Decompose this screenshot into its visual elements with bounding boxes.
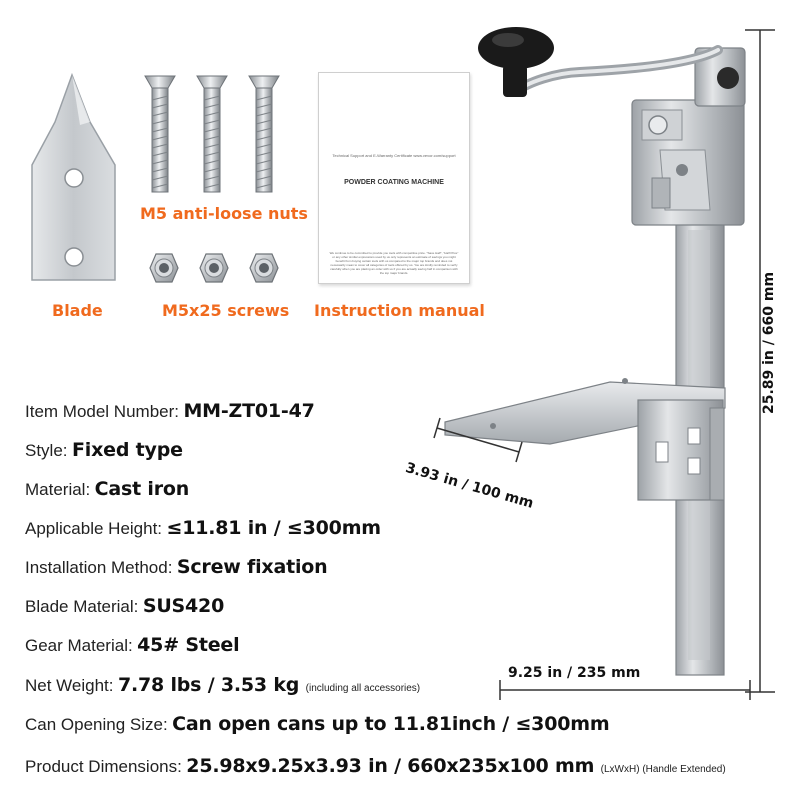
spec-product-dimensions — [25, 757, 726, 776]
spec-value: Can open cans up to 11.81inch / ≤300mm — [172, 713, 610, 735]
spec-gear-material — [25, 636, 239, 655]
width-dimension: 9.25 in / 235 mm — [508, 665, 641, 681]
spec-value: Fixed type — [71, 439, 183, 461]
spec-material — [25, 480, 189, 499]
spec-can-opening-size — [25, 715, 609, 734]
spec-style — [25, 441, 183, 460]
spec-key: Gear Material: — [25, 636, 133, 655]
spec-key: Material: — [25, 480, 91, 499]
spec-key: Style: — [25, 441, 68, 460]
spec-blade-material — [25, 597, 224, 616]
spec-key: Blade Material: — [25, 597, 139, 616]
spec-value: ≤11.81 in / ≤300mm — [166, 517, 381, 539]
manual-title: POWDER COATING MACHINE — [344, 179, 444, 186]
spec-value: SUS420 — [142, 595, 225, 617]
spec-value: 25.98x9.25x3.93 in / 660x235x100 mm — [186, 755, 595, 777]
spec-value: Screw fixation — [176, 556, 328, 578]
spec-note: (including all accessories) — [305, 683, 421, 694]
depth-dimension: 3.93 in / 100 mm — [403, 460, 536, 512]
spec-value: MM-ZT01-47 — [183, 400, 315, 422]
spec-key: Product Dimensions: — [25, 757, 182, 776]
spec-value: 7.78 lbs / 3.53 kg — [117, 674, 300, 696]
manual-body-text: We continue to be committed to provide you tools with competitive price. "Save Half", "Half Price" or any other similar expressions used by us only represents an estimate of savings you might benefit from buying certain tools with us compared to the major top brands and does not necessarily mean to cover all categories of tools offered by us. You are kindly reminded to verify carefully when you are placing an order with us if you are actually saving half in comparison with the top major brands. — [329, 251, 459, 275]
spec-applicable-height — [25, 519, 381, 538]
manual-label: Instruction manual — [314, 301, 485, 320]
spec-value: 45# Steel — [137, 634, 240, 656]
spec-installation-method — [25, 558, 327, 577]
spec-key: Item Model Number: — [25, 402, 179, 421]
nuts-label: M5 anti-loose nuts — [140, 204, 308, 223]
spec-key: Can Opening Size: — [25, 715, 168, 734]
spec-model-number — [25, 402, 315, 421]
spec-key: Installation Method: — [25, 558, 173, 577]
screws-label: M5x25 screws — [162, 301, 290, 320]
spec-key: Net Weight: — [25, 676, 114, 695]
spec-value: Cast iron — [94, 478, 190, 500]
spec-key: Applicable Height: — [25, 519, 163, 538]
spec-net-weight — [25, 676, 420, 695]
height-dimension-label: 25.89 in / 660 mm — [761, 271, 777, 415]
manual-header-text: Technical Support and E-Warranty Certificate www.vevor.com/support — [332, 153, 456, 158]
spec-note: (LxWxH) (Handle Extended) — [600, 764, 726, 775]
blade-label: Blade — [52, 301, 103, 320]
